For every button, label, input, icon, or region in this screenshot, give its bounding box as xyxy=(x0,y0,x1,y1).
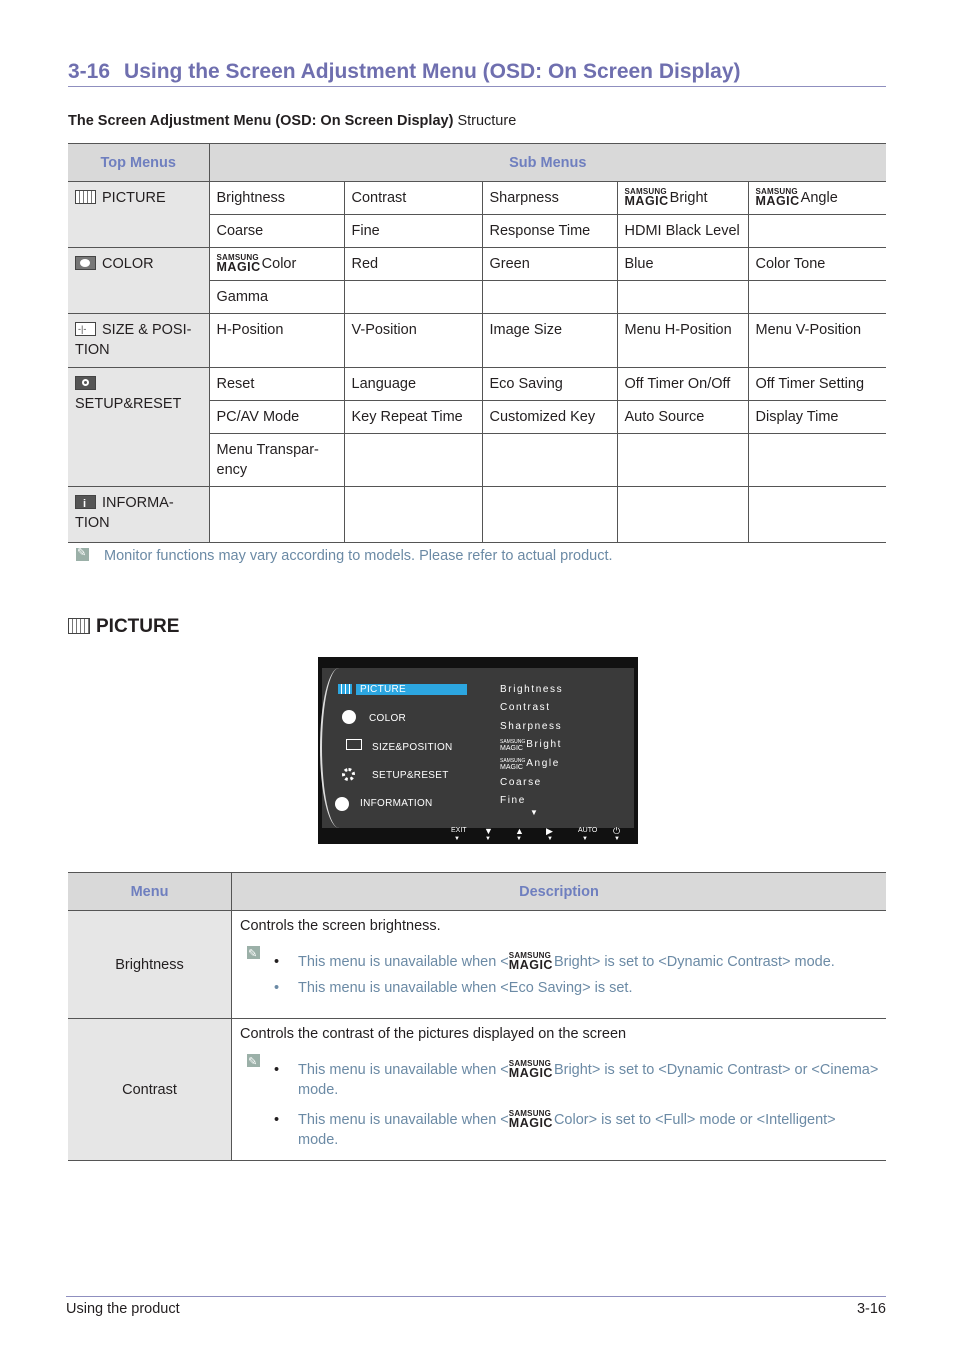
bullet: • xyxy=(274,1062,280,1078)
list-item: ✎ • This menu is unavailable when < SAMSUNG MAGIC Bright> is set to <Dynamic Contrast> mode. xyxy=(240,952,879,972)
cell: Gamma xyxy=(209,281,344,314)
header-sub-menus: Sub Menus xyxy=(209,144,886,182)
cell: Reset xyxy=(209,368,344,401)
samsung-magic-logo: SAMSUNG MAGIC xyxy=(755,187,800,208)
cell: Display Time xyxy=(748,401,886,434)
cell: Customized Key xyxy=(482,401,617,434)
osd-menu-color: COLOR xyxy=(369,713,407,724)
cell: H-Position xyxy=(209,314,344,368)
samsung-magic-logo: SAMSUNG MAGIC xyxy=(500,739,526,752)
menu-brightness: Brightness xyxy=(68,911,232,1019)
table-row xyxy=(68,314,886,368)
top-menu-label: INFORMA-TION xyxy=(75,495,174,531)
samsung-magic-logo: SAMSUNG MAGIC xyxy=(624,187,669,208)
cell: Menu V-Position xyxy=(748,314,886,368)
up-icon: ▲ xyxy=(515,826,524,836)
cell: Eco Saving xyxy=(482,368,617,401)
osd-screenshot xyxy=(318,657,638,844)
power-icon: ⏻ xyxy=(613,826,621,836)
cell: Key Repeat Time xyxy=(344,401,482,434)
description-table xyxy=(68,872,886,1161)
pointer-icon: ▼ xyxy=(485,836,491,842)
cell xyxy=(617,281,748,314)
note xyxy=(76,548,613,564)
size-position-icon xyxy=(75,322,96,336)
menu-contrast: Contrast xyxy=(68,1019,232,1161)
pointer-icon: ▼ xyxy=(454,836,460,842)
cell: Green xyxy=(482,248,617,281)
enter-icon: ▶ xyxy=(546,826,553,836)
cell xyxy=(209,487,344,543)
picture-heading-text: PICTURE xyxy=(96,616,180,637)
color-palette-icon xyxy=(342,710,356,724)
bullet: • xyxy=(274,954,280,970)
header-description: Description xyxy=(232,873,887,911)
cell: Contrast xyxy=(344,182,482,215)
description-text: Controls the screen brightness. xyxy=(240,918,441,934)
note-icon xyxy=(76,548,89,561)
osd-sub-bright: SAMSUNG MAGIC Bright xyxy=(500,739,563,752)
list-item: • This menu is unavailable when < SAMSUNG MAGIC Color> is set to <Full> mode or <Intelligent> mode. xyxy=(274,1109,836,1148)
cell: HDMI Black Level xyxy=(617,215,748,248)
description-text: Controls the contrast of the pictures displayed on the screen xyxy=(240,1026,627,1042)
top-menu-information xyxy=(68,487,209,543)
cell xyxy=(748,182,886,215)
samsung-magic-logo: SAMSUNG MAGIC xyxy=(508,1059,553,1080)
pointer-icon: ▼ xyxy=(582,836,588,842)
picture-heading xyxy=(68,616,179,638)
down-icon: ▼ xyxy=(484,826,493,836)
osd-menu-information: INFORMATION xyxy=(360,798,433,809)
picture-icon xyxy=(338,684,352,694)
cell xyxy=(344,434,482,487)
cell: Language xyxy=(344,368,482,401)
top-menu-setup-reset xyxy=(68,368,209,487)
osd-menu-setup-reset: SETUP&RESET xyxy=(372,770,449,781)
footer-page-number: 3-16 xyxy=(856,1301,886,1317)
cell: V-Position xyxy=(344,314,482,368)
samsung-magic-logo: SAMSUNG MAGIC xyxy=(508,951,553,972)
scroll-down-icon: ▼ xyxy=(530,808,538,817)
header-top-menus: Top Menus xyxy=(68,144,209,182)
bullet: • xyxy=(274,1112,280,1128)
footer-divider xyxy=(66,1296,886,1297)
osd-sub-sharpness: Sharpness xyxy=(500,721,563,732)
cell: Auto Source xyxy=(617,401,748,434)
samsung-magic-logo: SAMSUNG MAGIC xyxy=(500,758,526,771)
cell: Blue xyxy=(617,248,748,281)
cell: Menu H-Position xyxy=(617,314,748,368)
cell: Off Timer On/Off xyxy=(617,368,748,401)
note-text: Monitor functions may vary according to models. Please refer to actual product. xyxy=(104,548,613,564)
osd-panel xyxy=(322,668,634,828)
table-row xyxy=(68,248,886,281)
cell xyxy=(344,281,482,314)
cell: Image Size xyxy=(482,314,617,368)
top-menu-label: COLOR xyxy=(102,256,154,272)
table-row xyxy=(68,487,886,543)
note-icon xyxy=(247,946,260,959)
osd-sub-contrast: Contrast xyxy=(500,702,551,713)
top-menu-color xyxy=(68,248,209,314)
cell xyxy=(344,487,482,543)
cell xyxy=(748,487,886,543)
section-title: Using the Screen Adjustment Menu (OSD: On Screen Display) xyxy=(124,60,741,83)
bullet: • xyxy=(274,980,280,996)
pointer-icon: ▼ xyxy=(614,836,620,842)
osd-sub-angle: SAMSUNG MAGIC Angle xyxy=(500,758,560,771)
osd-menu-picture: PICTURE xyxy=(356,684,467,695)
structure-title-bold: The Screen Adjustment Menu (OSD: On Screen Display) xyxy=(68,113,454,129)
samsung-magic-logo: SAMSUNG MAGIC xyxy=(508,1109,553,1130)
top-menu-label: SIZE & POSI-TION xyxy=(75,322,192,358)
osd-menu-size-position: SIZE&POSITION xyxy=(372,742,453,753)
cell: Off Timer Setting xyxy=(748,368,886,401)
gear-icon xyxy=(342,768,355,781)
cell xyxy=(617,434,748,487)
top-menu-label: PICTURE xyxy=(102,190,166,206)
color-palette-icon xyxy=(75,256,96,270)
cell-text: Bright xyxy=(669,190,708,206)
cell xyxy=(209,248,344,281)
cell: Brightness xyxy=(209,182,344,215)
cell xyxy=(617,182,748,215)
structure-title-normal: Structure xyxy=(457,113,517,129)
info-icon xyxy=(75,495,96,509)
cell: Fine xyxy=(344,215,482,248)
pointer-icon: ▼ xyxy=(547,836,553,842)
description-cell xyxy=(232,911,887,1019)
info-icon xyxy=(335,797,349,811)
header-menu: Menu xyxy=(68,873,232,911)
structure-title xyxy=(68,113,516,129)
osd-auto-label: AUTO xyxy=(578,827,598,834)
list-item: • This menu is unavailable when <Eco Saving> is set. xyxy=(274,980,633,996)
osd-exit-label: EXIT xyxy=(451,827,467,834)
cell: Red xyxy=(344,248,482,281)
osd-sub-fine: Fine xyxy=(500,795,526,806)
cell xyxy=(748,434,886,487)
menu-structure-table xyxy=(68,143,886,543)
cell-text: Color xyxy=(261,256,297,272)
cell: Coarse xyxy=(209,215,344,248)
cell: Sharpness xyxy=(482,182,617,215)
description-cell xyxy=(232,1019,887,1161)
table-row xyxy=(68,1019,886,1161)
top-menu-size-position xyxy=(68,314,209,368)
top-menu-label: SETUP&RESET xyxy=(75,396,182,412)
samsung-magic-logo: SAMSUNG MAGIC xyxy=(216,253,261,274)
cell-text: Angle xyxy=(800,190,838,206)
section-heading xyxy=(68,60,886,87)
picture-icon xyxy=(75,190,96,204)
cell xyxy=(482,434,617,487)
cell xyxy=(617,487,748,543)
cell xyxy=(748,281,886,314)
osd-sub-coarse: Coarse xyxy=(500,777,542,788)
section-number: 3-16 xyxy=(68,60,111,83)
cell xyxy=(482,281,617,314)
cell: Response Time xyxy=(482,215,617,248)
note-icon xyxy=(247,1054,260,1067)
footer-section: Using the product xyxy=(66,1301,180,1317)
pointer-icon: ▼ xyxy=(516,836,522,842)
cell xyxy=(748,215,886,248)
cell: PC/AV Mode xyxy=(209,401,344,434)
list-item: ✎ • This menu is unavailable when < SAMSUNG MAGIC Bright> is set to <Dynamic Contrast> or <Cinema> mode. xyxy=(240,1060,879,1100)
cell: Color Tone xyxy=(748,248,886,281)
cell: Menu Transpar-ency xyxy=(209,434,344,487)
osd-sub-brightness: Brightness xyxy=(500,684,564,695)
gear-icon xyxy=(75,376,96,390)
size-position-icon xyxy=(346,739,362,750)
table-row xyxy=(68,368,886,401)
cell xyxy=(482,487,617,543)
table-row xyxy=(68,182,886,215)
table-header-row xyxy=(68,873,886,911)
picture-icon xyxy=(68,618,90,634)
top-menu-picture xyxy=(68,182,209,248)
table-row xyxy=(68,911,886,1019)
table-header-row xyxy=(68,144,886,182)
